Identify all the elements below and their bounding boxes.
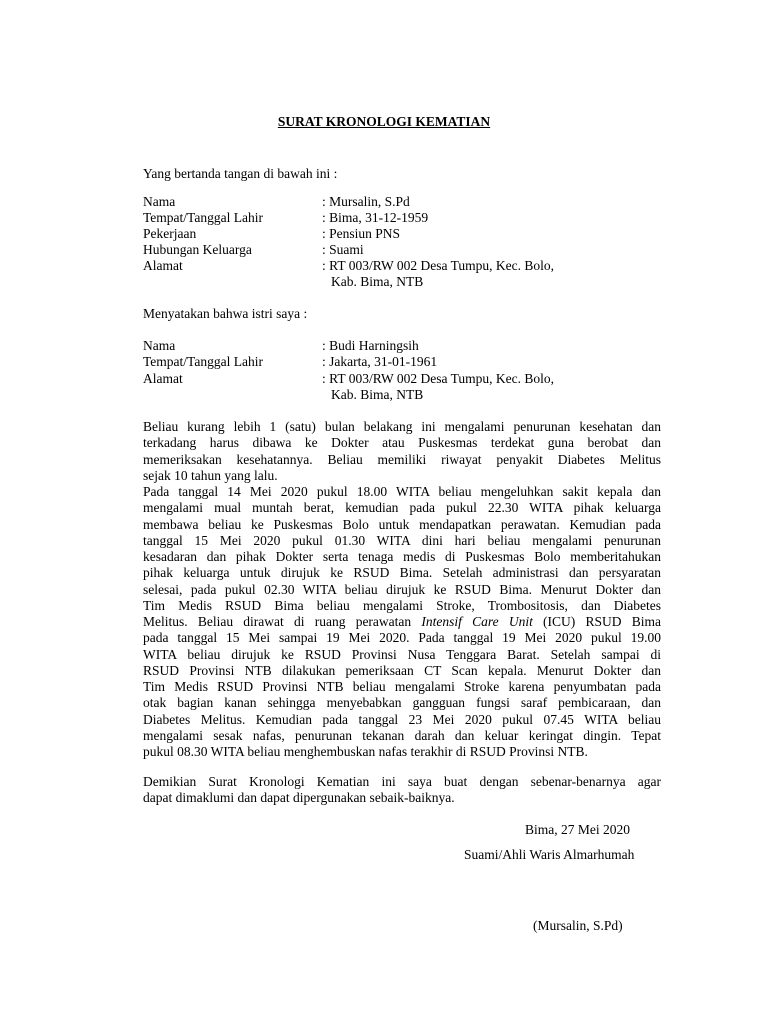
signatory-role: Suami/Ahli Waris Almarhumah — [464, 847, 635, 862]
wife-birth-label: Tempat/Tanggal Lahir — [143, 354, 263, 369]
paragraph-line: otak bagian kanan sehingga menyebabkan gangguan fungsi saraf pembicaraan, dan — [143, 695, 661, 711]
paragraph-line: Diabetes Melitus. Kemudian pada tanggal 23 Mei 2020 pukul 07.45 WITA beliau — [143, 711, 661, 727]
husband-name-value: : Mursalin, S.Pd — [322, 194, 410, 209]
wife-address-cont: Kab. Bima, NTB — [331, 387, 424, 402]
paragraph-line: mengalami mual muntah berat, kemudian pada pukul 22.30 WITA pihak keluarga — [143, 500, 661, 516]
paragraph-line: pukul 08.30 WITA beliau menghembuskan nafas terakhir di RSUD Provinsi NTB. — [143, 744, 588, 759]
wife-name-value: : Budi Harningsih — [322, 338, 419, 353]
paragraph-line: Pada tanggal 14 Mei 2020 pukul 18.00 WITA beliau mengeluhkan sakit kepala dan — [143, 484, 661, 499]
paragraph-line: mengalami sesak nafas, penurunan tekanan darah dan keluar keringat dingin. Tepat — [143, 727, 661, 743]
paragraph-line: Tim Medis RSUD Bima beliau mengalami Stroke, Trombositosis, dan Diabetes — [143, 597, 661, 613]
icu-text-pre: Melitus. Beliau dirawat di ruang perawatan — [143, 614, 422, 629]
husband-name-label: Nama — [143, 194, 176, 209]
paragraph-line: RSUD Provinsi NTB dilakukan pemeriksaan CT Scan kepala. Menurut Dokter dan — [143, 662, 661, 678]
intro-text: Yang bertanda tangan di bawah ini : — [143, 166, 338, 181]
wife-birth-value: : Jakarta, 31-01-1961 — [322, 354, 438, 369]
icu-text-post: (ICU) RSUD Bima — [532, 614, 661, 629]
husband-birth-value: : Bima, 31-12-1959 — [322, 210, 429, 225]
paragraph-line: membawa beliau ke Puskesmas Bolo untuk mendapatkan perawatan. Kemudian pada — [143, 516, 661, 532]
wife-name-label: Nama — [143, 338, 176, 353]
husband-job-label: Pekerjaan — [143, 226, 197, 241]
paragraph-history — [143, 419, 661, 484]
paragraph-closing — [143, 774, 661, 807]
paragraph-line: selesai, pada pukul 02.30 WITA beliau dirujuk ke RSUD Bima. Menurut Dokter dan — [143, 581, 661, 597]
husband-relation-label: Hubungan Keluarga — [143, 242, 252, 257]
wife-address-label: Alamat — [143, 371, 183, 386]
paragraph-chronology — [143, 484, 661, 760]
icu-italic-term: Intensif Care Unit — [421, 614, 533, 629]
husband-birth-label: Tempat/Tanggal Lahir — [143, 210, 263, 225]
paragraph-line: sejak 10 tahun yang lalu. — [143, 467, 278, 483]
place-date: Bima, 27 Mei 2020 — [525, 822, 630, 837]
paragraph-line: Beliau kurang lebih 1 (satu) bulan belakang ini mengalami penurunan kesehatan dan — [143, 419, 661, 434]
paragraph-line: tanggal 15 Mei 2020 pukul 01.30 WITA dini hari beliau mengalami penurunan — [143, 532, 661, 548]
paragraph-line: pada tanggal 15 Mei sampai 19 Mei 2020. Pada tanggal 19 Mei 2020 pukul 19.00 — [143, 630, 661, 646]
paragraph-line: WITA beliau dirujuk ke RSUD Provinsi Nusa Tenggara Barat. Setelah sampai di — [143, 646, 661, 662]
paragraph-line-icu — [143, 614, 661, 630]
paragraph-line: kesadaran dan pihak Dokter serta tenaga medis di Puskesmas Bolo memberitahukan — [143, 549, 661, 564]
paragraph-line: dapat dimaklumi dan dapat dipergunakan sebaik-baiknya. — [143, 790, 455, 806]
wife-address-value: : RT 003/RW 002 Desa Tumpu, Kec. Bolo, — [322, 371, 554, 386]
paragraph-line: Demikian Surat Kronologi Kematian ini saya buat dengan sebenar-benarnya agar — [143, 774, 661, 789]
document-title: SURAT KRONOLOGI KEMATIAN — [277, 114, 491, 129]
paragraph-line: terkadang harus dibawa ke Dokter atau Puskesmas terdekat guna berobat dan — [143, 435, 661, 451]
paragraph-line: memeriksakan kesehatannya. Beliau memiliki riwayat penyakit Diabetes Melitus — [143, 451, 661, 467]
paragraph-line: Tim Medis RSUD Provinsi NTB beliau mengalami Stroke karena penyumbatan pada — [143, 679, 661, 694]
husband-address-label: Alamat — [143, 258, 183, 273]
husband-job-value: : Pensiun PNS — [322, 226, 401, 241]
husband-address-cont: Kab. Bima, NTB — [331, 274, 424, 289]
husband-address-value: : RT 003/RW 002 Desa Tumpu, Kec. Bolo, — [322, 258, 554, 273]
statement-text: Menyatakan bahwa istri saya : — [143, 306, 308, 321]
paragraph-line: pihak keluarga untuk dirujuk ke RSUD Bima. Setelah administrasi dan persyaratan — [143, 565, 661, 581]
signatory-name: (Mursalin, S.Pd) — [533, 918, 623, 933]
husband-relation-value: : Suami — [322, 242, 364, 257]
